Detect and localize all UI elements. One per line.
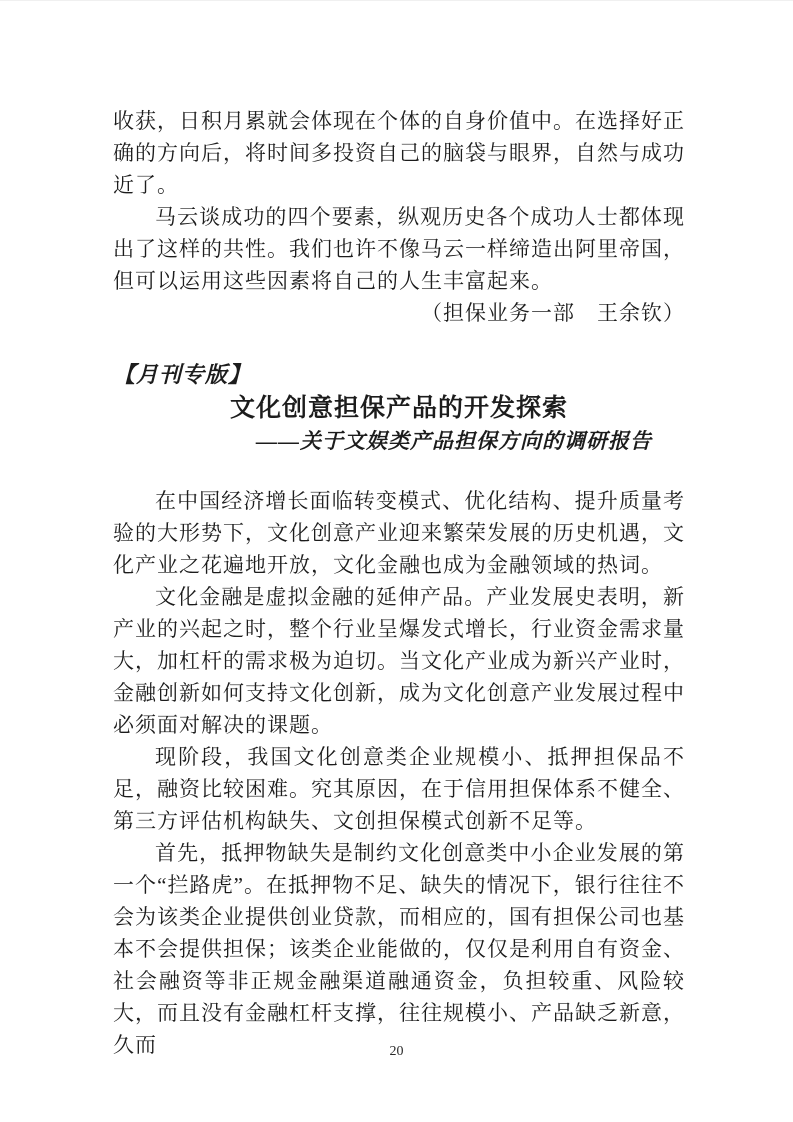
article-subtitle: ——关于文娱类产品担保方向的调研报告 [256,429,652,453]
paragraph: 首先，抵押物缺失是制约文化创意类中小企业发展的第一个“拦路虎”。在抵押物不足、缺失的情况下，银行往往不会为该类企业提供创业贷款，而相应的，国有担保公司也基本不会提供担保；该类企业能做的，仅仅是利用自有资金、社会融资等非正规金融渠道融通资金，负担较重、风险较大，而且没有金融杠杆支撑，往往规模小、产品缺乏新意，久而 [113,841,685,1057]
paragraph: 现阶段，我国文化创意类企业规模小、抵押担保品不足，融资比较困难。究其原因，在于信用担保体系不健全、第三方评估机构缺失、文创担保模式创新不足等。 [113,745,685,833]
page-number: 20 [389,1044,404,1059]
paragraph-continuation: 收获，日积月累就会体现在个体的自身价值中。在选择好正确的方向后，将时间多投资自己的脑袋与眼界，自然与成功近了。 [113,109,685,197]
article-body [113,485,685,1061]
paragraph: 文化金融是虚拟金融的延伸产品。产业发展史表明，新产业的兴起之时，整个行业呈爆发式增长，行业资金需求量大，加杠杆的需求极为迫切。当文化产业成为新兴产业时，金融创新如何支持文化创新，成为文化创意产业发展过程中必须面对解决的课题。 [113,585,685,737]
author-attribution: （担保业务一部 王余钦） [421,301,685,325]
section-label: 【月刊专版】 [113,362,252,387]
page-content [113,1,685,1061]
paragraph: 在中国经济增长面临转变模式、优化结构、提升质量考验的大形势下，文化创意产业迎来繁荣发展的历史机遇，文化产业之花遍地开放，文化金融也成为金融领域的热词。 [113,489,685,577]
paragraph: 马云谈成功的四个要素，纵观历史各个成功人士都体现出了这样的共性。我们也许不像马云一样缔造出阿里帝国，但可以运用这些因素将自己的人生丰富起来。 [113,205,685,293]
article-title: 文化创意担保产品的开发探索 [229,394,568,422]
